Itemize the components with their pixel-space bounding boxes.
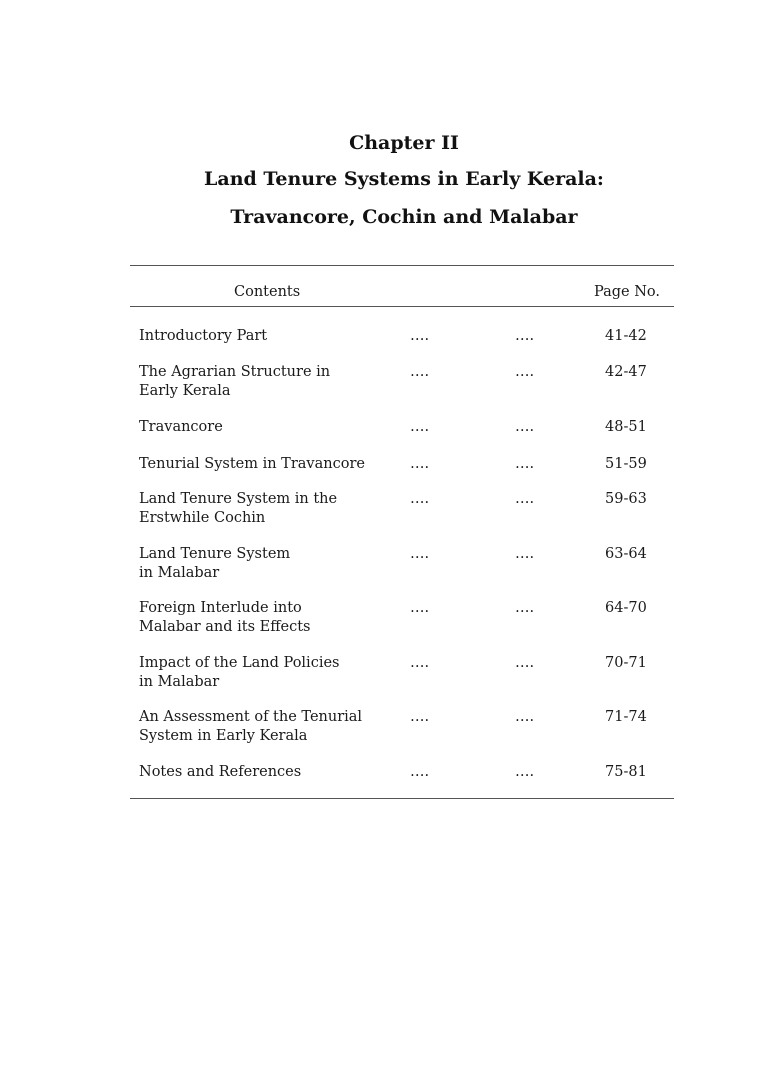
leader-dots: …. <box>515 456 535 472</box>
page-range: 41-42 <box>605 328 647 344</box>
leader-dots: …. <box>410 491 430 507</box>
leader-dots: …. <box>515 491 535 507</box>
leader-dots: …. <box>515 709 535 725</box>
page-range: 64-70 <box>605 600 647 616</box>
table-bottom-rule <box>130 798 674 799</box>
entry-title: Impact of the Land Policies in Malabar <box>139 655 340 690</box>
leader-dots: …. <box>410 419 430 435</box>
entry-title: Land Tenure System in Malabar <box>139 546 291 581</box>
page-range: 63-64 <box>605 546 647 562</box>
page-range: 51-59 <box>605 456 647 472</box>
leader-dots: …. <box>410 600 430 616</box>
page-range: 59-63 <box>605 491 647 507</box>
leader-dots: …. <box>410 328 430 344</box>
leader-dots: …. <box>515 328 535 344</box>
leader-dots: …. <box>410 456 430 472</box>
leader-dots: …. <box>410 364 430 380</box>
entry-title: Land Tenure System in the Erstwhile Cochin <box>139 491 338 526</box>
page-range: 48-51 <box>605 419 647 435</box>
page-range: 70-71 <box>605 655 647 671</box>
page-range: 42-47 <box>605 364 647 380</box>
leader-dots: …. <box>410 764 430 780</box>
leader-dots: …. <box>515 546 535 562</box>
leader-dots: …. <box>515 764 535 780</box>
entry-title: An Assessment of the Tenurial System in Early Kerala <box>139 709 363 744</box>
leader-dots: …. <box>515 600 535 616</box>
leader-dots: …. <box>410 709 430 725</box>
chapter-title-line2: Travancore, Cochin and Malabar <box>230 206 578 228</box>
entry-title: Travancore <box>139 419 223 435</box>
leader-dots: …. <box>515 419 535 435</box>
contents-header: Contents <box>234 284 301 300</box>
chapter-title-line1: Land Tenure Systems in Early Kerala: <box>204 168 604 190</box>
page-range: 71-74 <box>605 709 647 725</box>
entry-title: Tenurial System in Travancore <box>139 456 365 472</box>
leader-dots: …. <box>410 546 430 562</box>
entry-title: The Agrarian Structure in Early Kerala <box>139 364 331 399</box>
page-range: 75-81 <box>605 764 647 780</box>
leader-dots: …. <box>515 364 535 380</box>
table-top-rule <box>130 265 674 266</box>
leader-dots: …. <box>515 655 535 671</box>
page-number-header: Page No. <box>594 284 660 300</box>
leader-dots: …. <box>410 655 430 671</box>
entry-title: Foreign Interlude into Malabar and its Effects <box>139 600 311 635</box>
chapter-number: Chapter II <box>349 132 459 154</box>
header-divider-rule <box>130 306 674 307</box>
entry-title: Introductory Part <box>139 328 268 344</box>
entry-title: Notes and References <box>139 764 302 780</box>
